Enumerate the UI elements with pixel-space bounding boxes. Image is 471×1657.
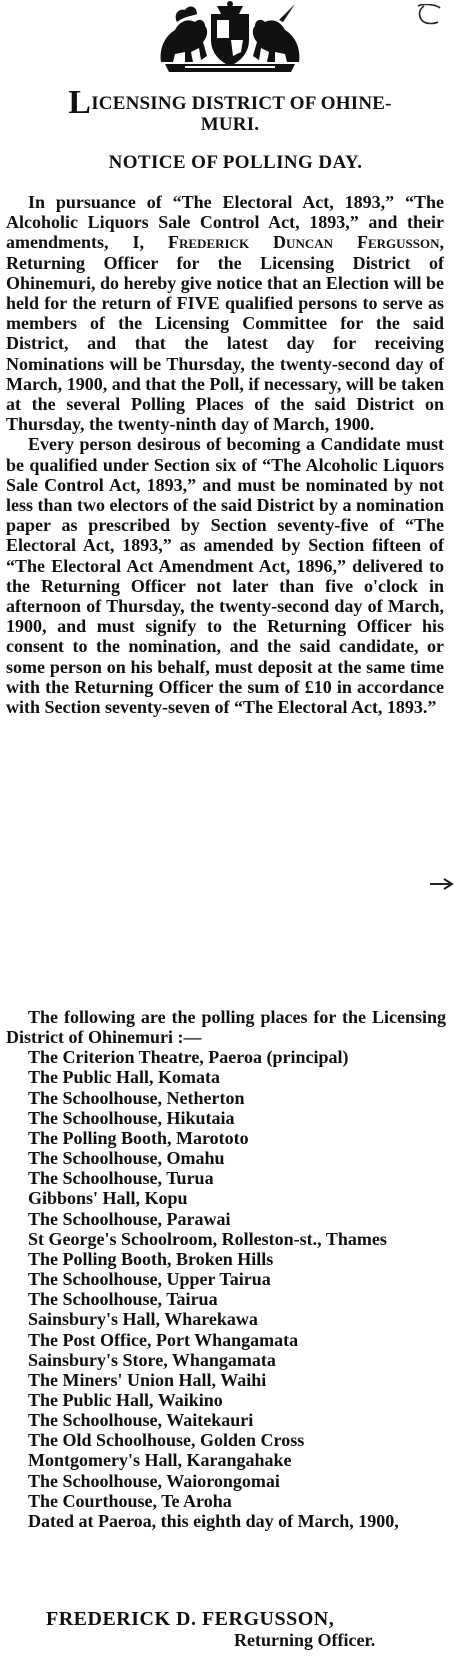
paragraph-candidate-rules: Every person desirous of becoming a Candidate must be qualified under Section six of “The Alcoholic Liquors Sale Control Act, 1893,” and must be nominated by not less than two electors of the said District by a nomination paper as prescribed by Section seventy-five of “The Electoral Act, 1893,” as amended by Section fifteen of “The Electoral Act Amendment Act, 1896,” delivered to the Returning Officer not later than five o'clock in afternoon of Thursday, the twenty-second day of March, 1900, and must signify to the Returning Officer his consent to the nomination, and the said candidate, or some person on his behalf, must deposit at the same time with the Returning Officer the sum of £10 in accordance with Section seventy-seven of “The Electoral Act, 1893.” [6,434,444,718]
dated-line: Dated at Paeroa, this eighth day of March, 1900, [28,1510,399,1531]
polling-places-list [6,1007,446,1531]
heading-line-1: ICENSING DISTRICT OF OHINE- [91,93,392,114]
ink-mark-icon [414,4,444,26]
notice-title: NOTICE OF POLLING DAY. [108,152,363,173]
polling-place-item: The Old Schoolhouse, Golden Cross [28,1430,305,1451]
polling-place-item: The Schoolhouse, Omahu [28,1148,225,1169]
signature-title: Returning Officer. [234,1630,376,1650]
ink-arrow-icon [428,878,456,890]
polling-place-item: The Schoolhouse, Turua [28,1168,214,1189]
polling-place-item: The Schoolhouse, Upper Tairua [28,1269,271,1290]
notice-heading [6,84,454,135]
polling-place-item: The Polling Booth, Broken Hills [28,1248,274,1269]
polling-place-item: The Public Hall, Waikino [28,1389,223,1410]
paragraph-1-middle: , Returning Officer for the Licensing District of Ohinemuri, do hereby give notice that an Election will be held for the return of [6,232,444,314]
seat-count: FIVE [176,293,220,314]
polling-place-item: St George's Schoolroom, Rolleston-st., Thames [28,1228,387,1249]
polling-place-item: The Schoolhouse, Netherton [28,1087,245,1108]
polling-place-item: The Schoolhouse, Waiorongomai [28,1470,280,1491]
notice-body [6,192,444,717]
heading-line-2: MURI. [200,114,260,135]
paragraph-1-rest: qualified persons to serve as members of the Licensing Committee for the said District, and that the latest day for receiving Nominations will be Thursday, the twenty-second day of March, 1900, and that the Poll, if necessary, will be taken at the several Polling Places of the said District on Thursday, the twenty-ninth day of March, 1900. [6,293,444,435]
royal-crest-icon [155,0,305,74]
paragraph-1-opening: In pursuance of “The Electoral Act, 1893,” “The Alcoholic Liquors Sale Control Act, 1893,” and their amendments, I, [6,192,444,253]
polling-place-item: Montgomery's Hall, Karangahake [28,1450,292,1471]
polling-place-item: The Schoolhouse, Parawai [28,1208,231,1229]
polling-place-item: The Schoolhouse, Waitekauri [28,1410,254,1431]
polling-places-intro: The following are the polling places for the Licensing District of Ohinemuri :— [6,1007,446,1048]
polling-place-item: The Schoolhouse, Hikutaia [28,1107,235,1128]
polling-place-item: The Post Office, Port Whangamata [28,1329,299,1350]
polling-place-item: Sainsbury's Store, Whangamata [28,1349,276,1370]
polling-place-item: Gibbons' Hall, Kopu [28,1188,188,1209]
polling-place-item: Sainsbury's Hall, Wharekawa [28,1309,258,1330]
officer-name: Frederick Duncan Fergusson [168,232,440,253]
polling-place-item: The Miners' Union Hall, Waihi [28,1369,267,1390]
polling-place-item: The Schoolhouse, Tairua [28,1289,218,1310]
paragraph-pursuance [6,192,444,434]
polling-place-item: The Polling Booth, Marototo [28,1127,249,1148]
heading-dropcap: L [68,84,92,121]
polling-place-item: The Criterion Theatre, Paeroa (principal) [28,1047,349,1068]
signature-name: FREDERICK D. FERGUSSON, [46,1608,335,1630]
polling-place-item: The Public Hall, Komata [28,1067,221,1088]
polling-place-item: The Courthouse, Te Aroha [28,1490,232,1511]
